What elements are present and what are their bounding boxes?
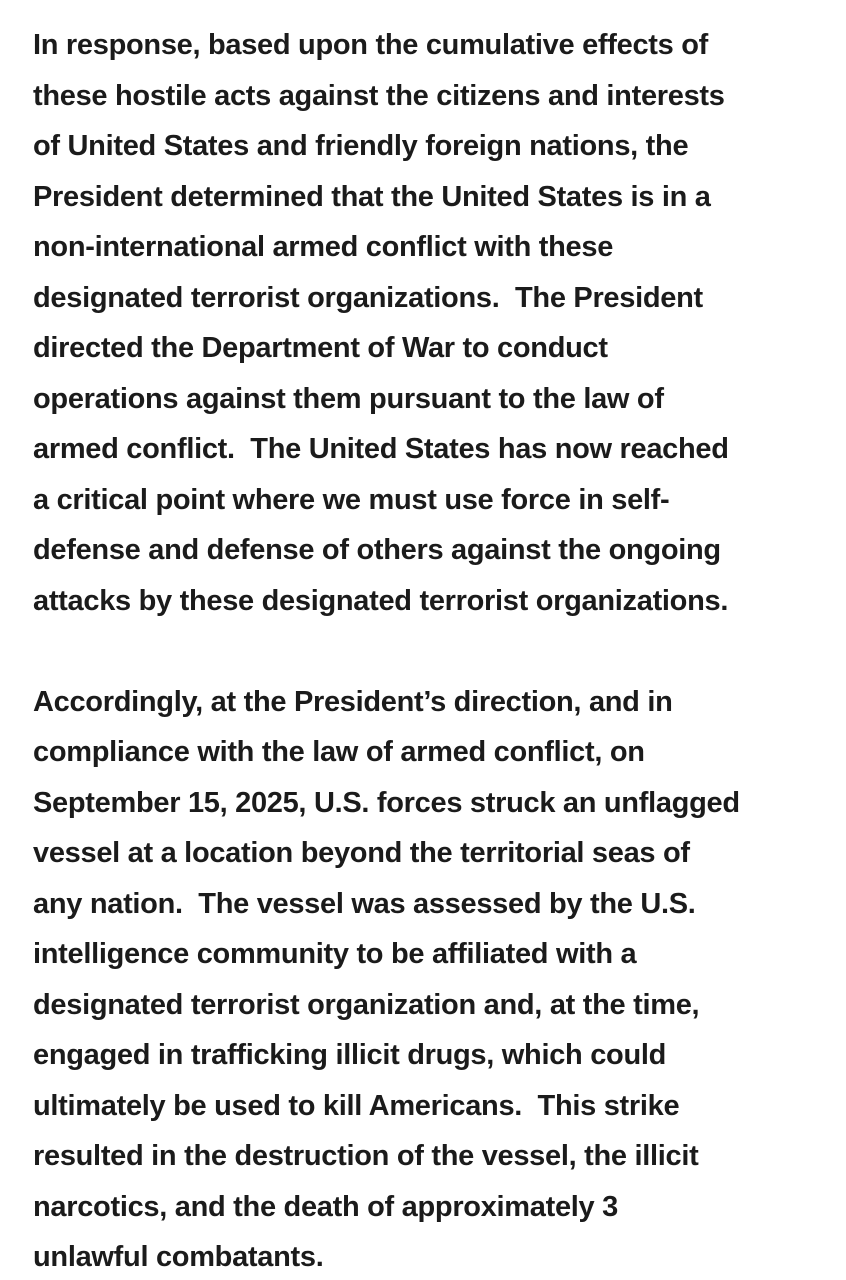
text-line: resulted in the destruction of the vessel, the illicit xyxy=(33,1140,699,1172)
text-line: September 15, 2025, U.S. forces struck an unflagged xyxy=(33,786,740,819)
text-line: of United States and friendly foreign nations, the xyxy=(33,130,689,162)
text-line: designated terrorist organization and, at the time, xyxy=(33,988,700,1021)
text-line: non-international armed conflict with these xyxy=(33,231,614,263)
text-line: narcotics, and the death of approximately 3 xyxy=(33,1190,618,1223)
text-line: In response, based upon the cumulative effects of xyxy=(33,29,708,61)
text-line: ultimately be used to kill Americans. This strike xyxy=(33,1089,680,1122)
paragraph-1 xyxy=(33,20,832,626)
text-line: directed the Department of War to conduct xyxy=(33,332,608,364)
text-line: vessel at a location beyond the territorial seas of xyxy=(33,837,690,869)
text-line: Accordingly, at the President’s direction, and in xyxy=(33,685,673,718)
paragraph-2 xyxy=(33,677,832,1280)
text-line: intelligence community to be affiliated with a xyxy=(33,938,637,970)
text-line: these hostile acts against the citizens and interests xyxy=(33,79,725,112)
text-line: unlawful combatants. xyxy=(33,1241,324,1273)
text-line: armed conflict. The United States has now reached xyxy=(33,433,729,465)
text-line: defense and defense of others against the ongoing xyxy=(33,534,721,566)
text-line: engaged in trafficking illicit drugs, which could xyxy=(33,1039,667,1071)
text-line: operations against them pursuant to the law of xyxy=(33,382,664,415)
text-line: attacks by these designated terrorist organizations. xyxy=(33,584,729,617)
text-line: a critical point where we must use force in self- xyxy=(33,483,670,516)
text-line: any nation. The vessel was assessed by the U.S. xyxy=(33,887,696,920)
text-line: compliance with the law of armed conflict, on xyxy=(33,736,645,768)
text-line: designated terrorist organizations. The President xyxy=(33,281,703,314)
text-line: President determined that the United States is in a xyxy=(33,180,711,213)
